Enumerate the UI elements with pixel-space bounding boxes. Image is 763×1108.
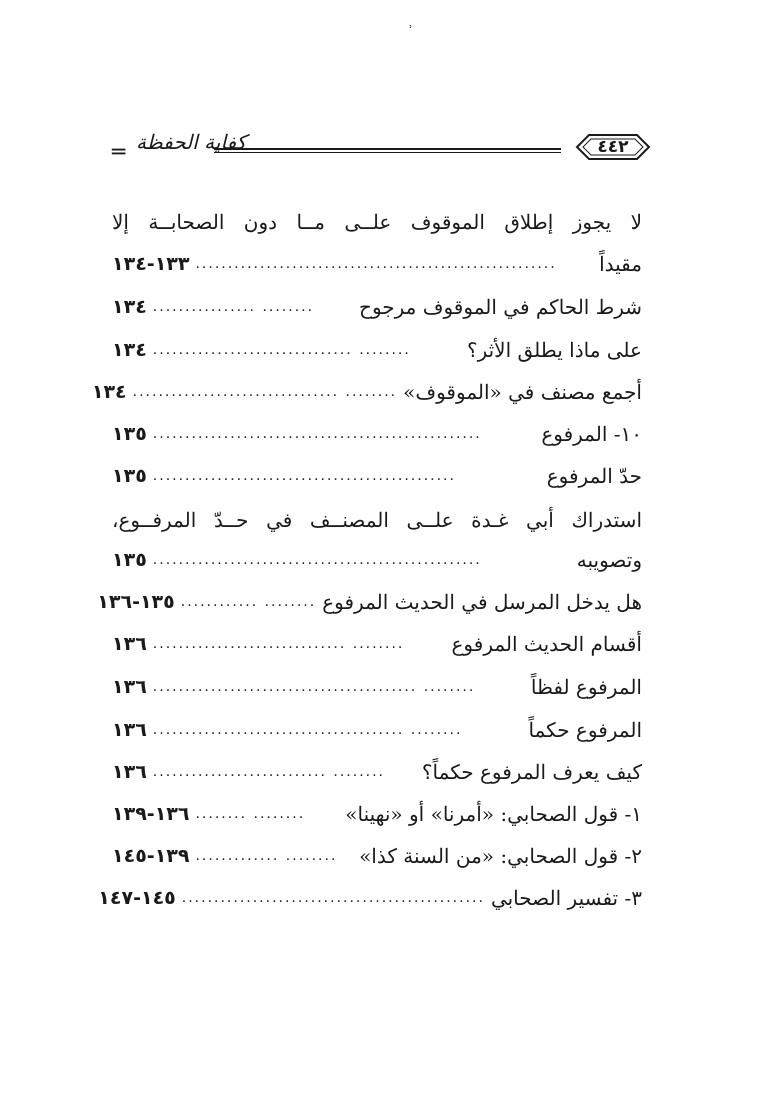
toc-entry xyxy=(112,244,642,284)
toc-entry-page: ١٣٦ xyxy=(112,633,147,655)
toc-entry xyxy=(112,794,642,834)
toc-entry-title: على ماذا يطلق الأثر؟ xyxy=(466,338,642,362)
toc-entry-page: ١٣٤ xyxy=(112,296,147,318)
toc-leader-dots: ............................................... xyxy=(152,468,456,484)
toc-entry-title: استدراك أبي غـدة علــى المصنــف في حــدّ المرفــوع، xyxy=(112,508,642,532)
toc-entry-title: أقسام الحديث المرفوع xyxy=(451,632,642,656)
toc-entry xyxy=(91,372,642,412)
toc-entry xyxy=(112,710,642,750)
toc-leader-dots: ................ ........ xyxy=(152,299,315,315)
toc-entry-title: المرفوع لفظاً xyxy=(530,675,642,699)
toc-entry-page: ١٣٥ xyxy=(112,549,147,571)
toc-entry-page: ١٣٥ xyxy=(112,465,147,487)
toc-leader-dots: ................................................... xyxy=(152,426,482,442)
toc-entry-page: ١٣٩-١٤٥ xyxy=(112,845,190,867)
toc-leader-dots: ............. ........ xyxy=(195,848,338,864)
toc-leader-dots: ......................................... ........ xyxy=(152,679,476,695)
toc-entry-page: ١٣٤ xyxy=(112,339,147,361)
toc-entry-title: ١- قول الصحابي: «أمرنا» أو «نهينا» xyxy=(345,802,642,826)
header-rule xyxy=(214,148,561,150)
page-number-frame xyxy=(575,132,651,162)
toc-entry xyxy=(112,456,642,496)
toc-leader-dots: ........................... ........ xyxy=(152,764,386,780)
toc-entry-title: لا يجوز إطلاق الموقوف علــى مــا دون الصحابــة إلا xyxy=(112,210,642,234)
toc-entry-title: هل يدخل المرسل في الحديث المرفوع xyxy=(322,590,642,614)
toc-entry-title: ٣- تفسير الصحابي xyxy=(490,886,642,910)
toc-entry-title: كيف يعرف المرفوع حكماً؟ xyxy=(421,760,642,784)
toc-entry-title: حدّ المرفوع xyxy=(546,464,642,488)
toc-entry xyxy=(112,500,642,540)
toc-entry-page: ١٣٦ xyxy=(112,676,147,698)
toc-entry-page: ١٣٦ xyxy=(112,719,147,741)
toc-entry xyxy=(112,540,642,580)
toc-entry xyxy=(97,582,642,622)
toc-entry-page: ١٣٣-١٣٤ xyxy=(112,253,190,275)
toc-entry xyxy=(112,667,642,707)
toc-entry-title: أجمع مصنف في «الموقوف» xyxy=(403,380,642,404)
toc-entry xyxy=(112,287,642,327)
toc-entry-page: ١٣٤ xyxy=(91,381,127,403)
toc-entry xyxy=(98,878,642,918)
toc-entry-page: ١٤٥-١٤٧ xyxy=(98,887,176,909)
toc-entry xyxy=(112,752,642,792)
toc-leader-dots: ........................................................ xyxy=(195,256,557,272)
toc-leader-dots: .............................. ........ xyxy=(152,636,405,652)
toc-leader-dots: ....................................... ........ xyxy=(152,722,463,738)
top-mark: ˒ xyxy=(409,20,413,34)
toc-entry-page: ١٣٥-١٣٦ xyxy=(97,591,175,613)
toc-leader-dots: ................................................... xyxy=(152,552,482,568)
toc-leader-dots: ........ ........ xyxy=(195,806,306,822)
toc-entry-title: مقيداً xyxy=(599,252,642,276)
page-header xyxy=(112,126,657,166)
toc-entry xyxy=(112,330,642,370)
header-book-title: كفاية الحفظة xyxy=(136,130,247,154)
toc-entry-title: شرط الحاكم في الموقوف مرجوح xyxy=(359,295,642,319)
toc-entry xyxy=(112,836,642,876)
toc-entry xyxy=(112,414,642,454)
toc-entry xyxy=(112,202,642,242)
page-number: ٤٤٢ xyxy=(597,137,629,157)
toc-entry-page: ١٣٦-١٣٩ xyxy=(112,803,190,825)
toc-entry-title: ١٠- المرفوع xyxy=(541,422,642,446)
toc-entry-title: المرفوع حكماً xyxy=(528,718,642,742)
toc-entry-title: وتصويبه xyxy=(576,548,642,572)
toc-leader-dots: ................................ ........ xyxy=(132,384,398,400)
toc-leader-dots: ............ ........ xyxy=(180,594,317,610)
toc-entry-title: ٢- قول الصحابي: «من السنة كذا» xyxy=(359,844,642,868)
toc-leader-dots: ............................................... xyxy=(181,890,485,906)
toc-leader-dots: ............................... ........ xyxy=(152,342,411,358)
header-rule-thin xyxy=(214,152,561,153)
toc-entry xyxy=(112,624,642,664)
toc-entry-page: ١٣٥ xyxy=(112,423,147,445)
header-double-dash: ═ xyxy=(112,140,124,165)
toc-entry-page: ١٣٦ xyxy=(112,761,147,783)
